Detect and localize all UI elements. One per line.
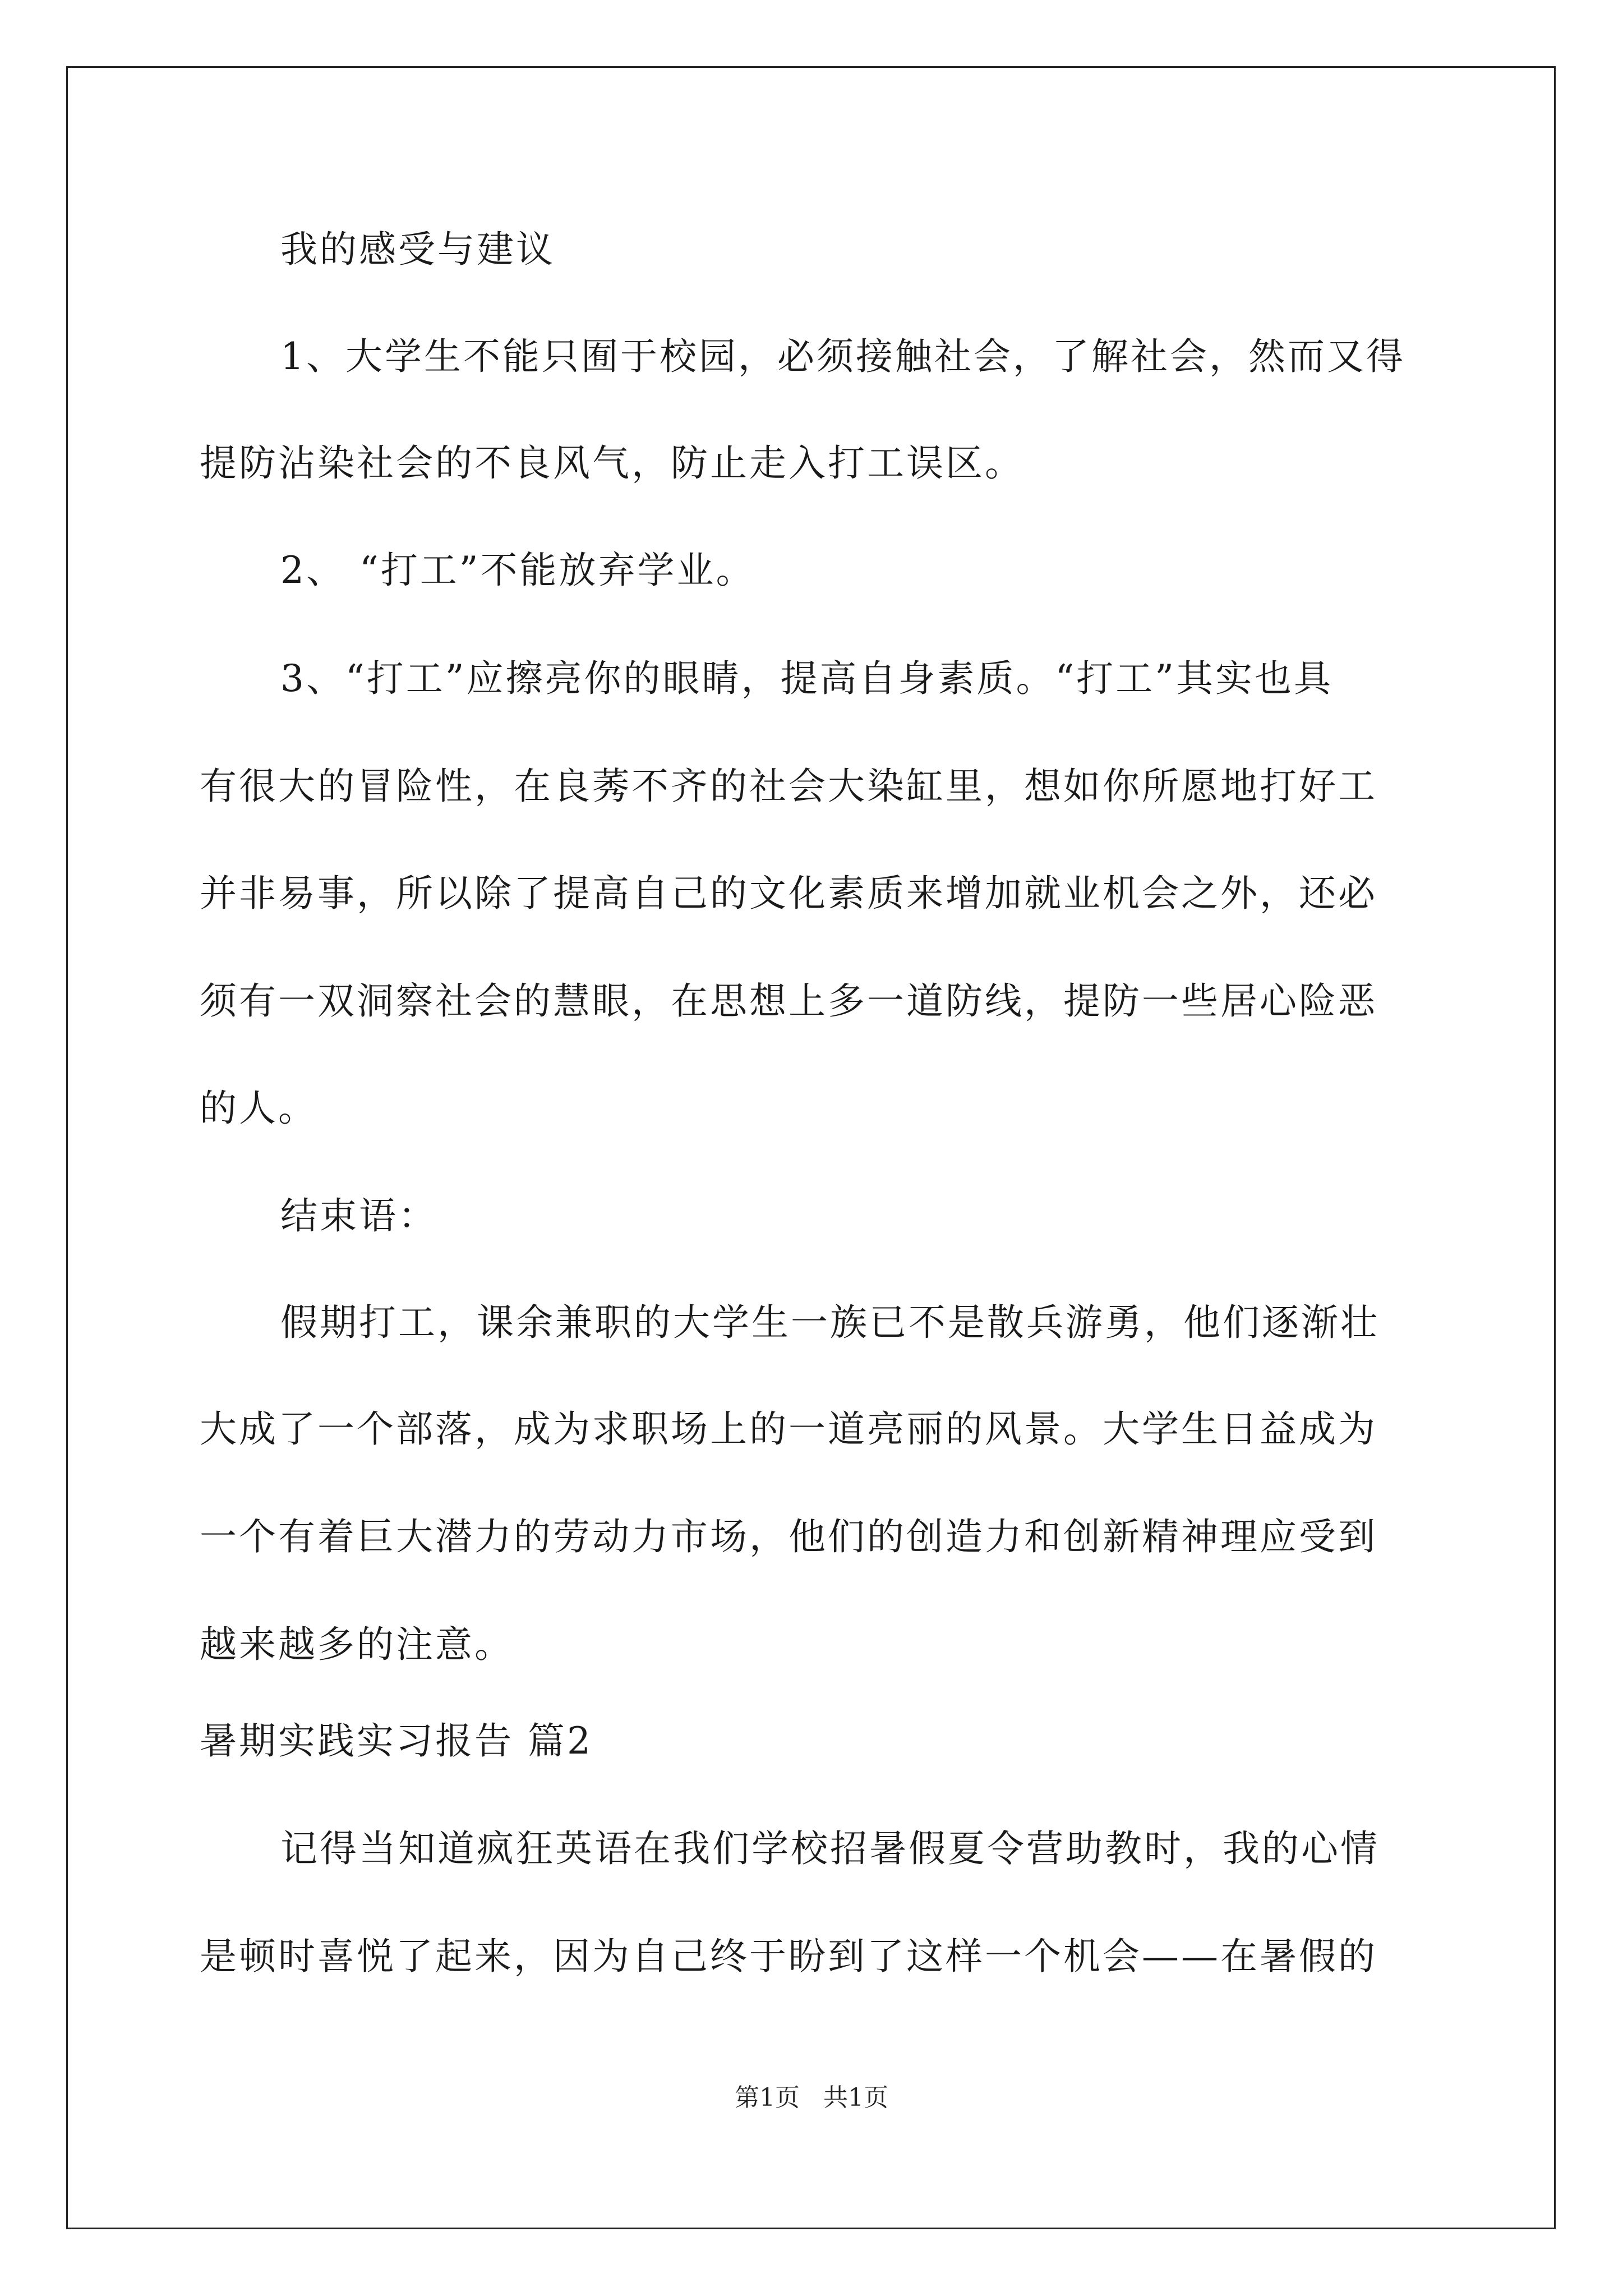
page-number: 第1页 xyxy=(735,2083,800,2112)
paragraph-line: 提防沾染社会的不良风气，防止走入打工误区。 xyxy=(200,441,1024,485)
paragraph-line: 3、“打工”应擦亮你的眼睛，提高自身素质。“打工”其实也具 xyxy=(280,657,1333,700)
paragraph-line: 大成了一个部落，成为求职场上的一道亮丽的风景。大学生日益成为 xyxy=(200,1407,1377,1451)
paragraph-line: 一个有着巨大潜力的劳动力市场，他们的创造力和创新精神理应受到 xyxy=(200,1515,1377,1558)
paragraph-line: 2、 “打工”不能放弃学业。 xyxy=(280,549,755,592)
paragraph-line: 的人。 xyxy=(200,1087,317,1130)
paragraph-line: 越来越多的注意。 xyxy=(200,1623,514,1666)
paragraph-heading-conclusion: 结束语： xyxy=(280,1194,437,1237)
section-title: 暑期实践实习报告 篇2 xyxy=(200,1719,593,1763)
paragraph-line: 1、大学生不能只囿于校园，必须接触社会，了解社会，然而又得 xyxy=(280,335,1405,378)
page-border xyxy=(66,66,1556,2229)
paragraph-line: 须有一双洞察社会的慧眼，在思想上多一道防线，提防一些居心险恶 xyxy=(200,979,1377,1023)
paragraph-line: 并非易事，所以除了提高自己的文化素质来增加就业机会之外，还必 xyxy=(200,872,1377,915)
paragraph-line: 有很大的冒险性，在良莠不齐的社会大染缸里，想如你所愿地打好工 xyxy=(200,765,1377,808)
paragraph-line: 记得当知道疯狂英语在我们学校招暑假夏令营助教时，我的心情 xyxy=(280,1827,1380,1870)
paragraph-heading-feelings: 我的感受与建议 xyxy=(280,228,555,271)
page-footer xyxy=(0,2082,1623,2114)
paragraph-line: 是顿时喜悦了起来，因为自己终于盼到了这样一个机会——在暑假的 xyxy=(200,1935,1377,1978)
page-total: 共1页 xyxy=(823,2083,888,2112)
paragraph-line: 假期打工，课余兼职的大学生一族已不是散兵游勇，他们逐渐壮 xyxy=(280,1301,1380,1344)
